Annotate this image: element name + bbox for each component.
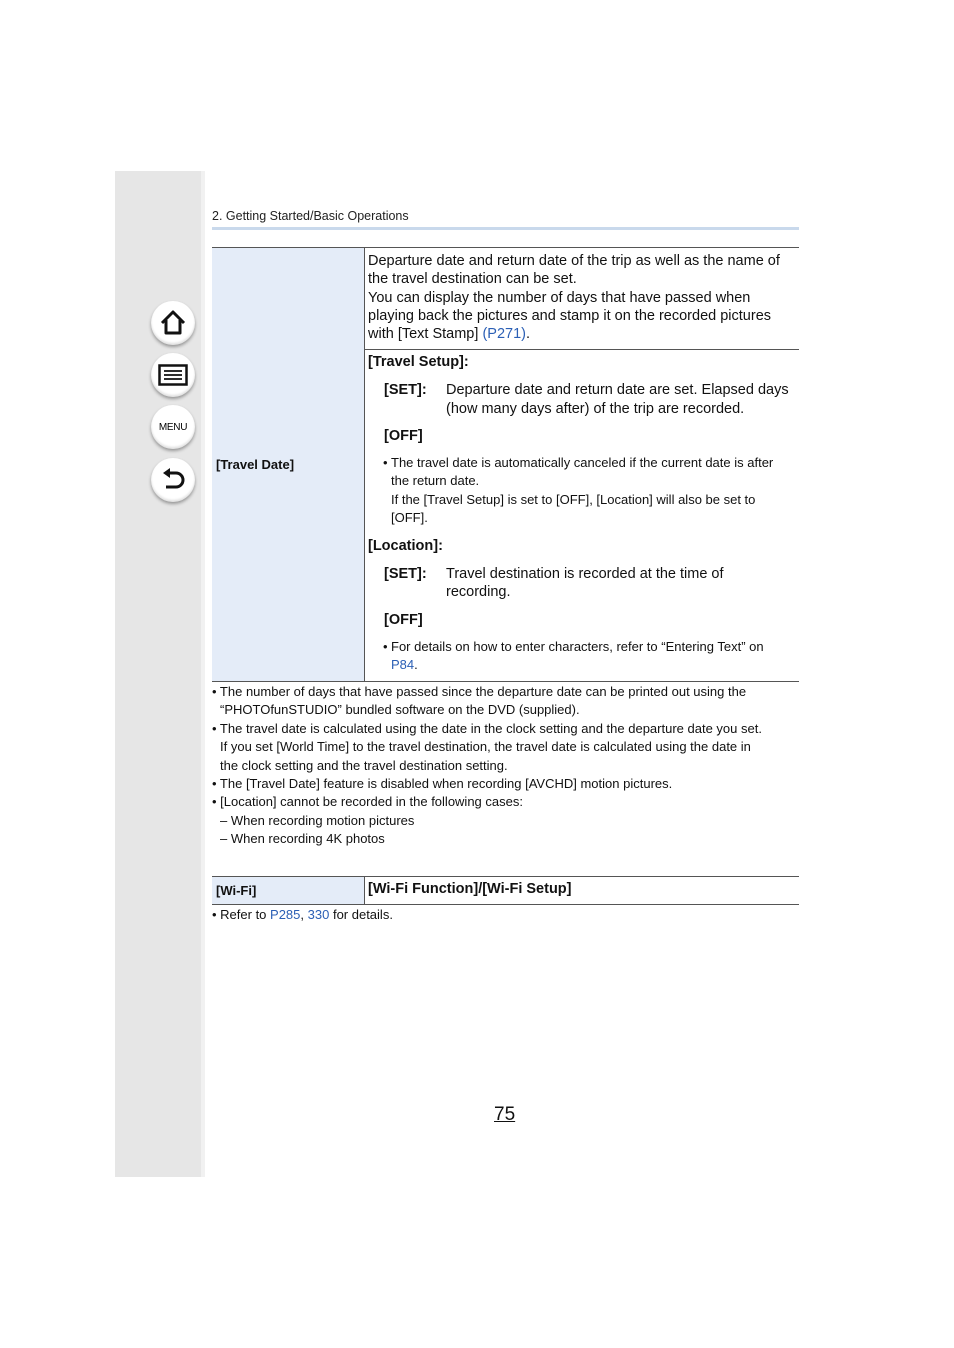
bullet: • [383,455,388,470]
wifi-note-text: • Refer to [212,907,271,922]
home-icon [159,309,187,337]
sidebar-edge [201,171,205,1177]
row-divider [365,349,799,350]
page-number: 75 [494,1104,516,1125]
wifi-table [212,876,799,905]
wifi-label-cell [212,877,365,904]
note-line: • The number of days that have passed since the departure date can be printed out using the [212,684,747,699]
note-line: If you set [World Time] to the travel destination, the travel date is calculated using the date in [220,739,751,754]
intro-line: the travel destination can be set. [368,271,577,287]
location-set-label: [SET]: [384,566,427,582]
set-description: (how many days after) of the trip are recorded. [446,401,745,417]
off-label: [OFF] [384,428,423,444]
wifi-value: [Wi-Fi Function]/[Wi-Fi Setup] [368,881,572,897]
travel-date-table [212,247,799,682]
header-rule [212,227,799,230]
note-line: – When recording motion pictures [220,813,415,828]
note-line: – When recording 4K photos [220,831,385,846]
travel-date-label-cell [212,248,365,681]
menu-button[interactable] [151,405,195,449]
wifi-label: [Wi-Fi] [216,883,257,898]
back-arrow-icon [159,467,187,493]
intro-line: Departure date and return date of the trip as well as the name of [368,253,780,269]
off-note: The travel date is automatically canceled if the current date is after [391,455,774,470]
breadcrumb: 2. Getting Started/Basic Operations [212,209,409,223]
location-set-description: Travel destination is recorded at the time of [446,566,724,582]
wifi-note-text: for details. [329,907,393,922]
location-set-description: recording. [446,584,511,600]
back-button[interactable] [151,458,195,502]
note-line: “PHOTOfunSTUDIO” bundled software on the DVD (supplied). [220,702,580,717]
off-note: If the [Travel Setup] is set to [OFF], [Location] will also be set to [391,492,756,507]
note-line: the clock setting and the travel destination setting. [220,758,508,773]
p285-link[interactable]: P285 [270,907,301,922]
intro-line: playing back the pictures and stamp it on the recorded pictures [368,308,772,324]
location-note-link-line [391,656,418,675]
p84-link[interactable]: P84 [391,657,415,672]
intro-period: . [525,326,530,342]
off-note: the return date. [391,473,480,488]
list-icon [158,364,188,386]
intro-text: with [Text Stamp] [368,326,483,342]
note-line: • [Location] cannot be recorded in the following cases: [212,794,523,809]
p330-link[interactable]: 330 [307,907,330,922]
home-button[interactable] [151,301,195,345]
note-line: • The [Travel Date] feature is disabled when recording [AVCHD] motion pictures. [212,776,673,791]
location-off-label: [OFF] [384,612,423,628]
p271-link[interactable]: (P271) [482,326,526,342]
note-period: . [414,657,418,672]
contents-button[interactable] [151,353,195,397]
intro-line: You can display the number of days that have passed when [368,290,751,306]
note-line: • The travel date is calculated using the date in the clock setting and the departure date you set. [212,721,762,736]
location-note: For details on how to enter characters, refer to “Entering Text” on [391,639,764,654]
set-description: Departure date and return date are set. Elapsed days [446,382,789,398]
menu-label: MENU [158,421,188,433]
set-label: [SET]: [384,382,427,398]
wifi-note [212,906,393,925]
travel-setup-heading: [Travel Setup]: [368,354,469,370]
off-note: [OFF]. [391,510,428,525]
travel-date-label: [Travel Date] [216,457,295,472]
intro-line [368,325,530,343]
location-heading: [Location]: [368,538,443,554]
wifi-note-sep: , [300,907,308,922]
bullet: • [383,639,388,654]
